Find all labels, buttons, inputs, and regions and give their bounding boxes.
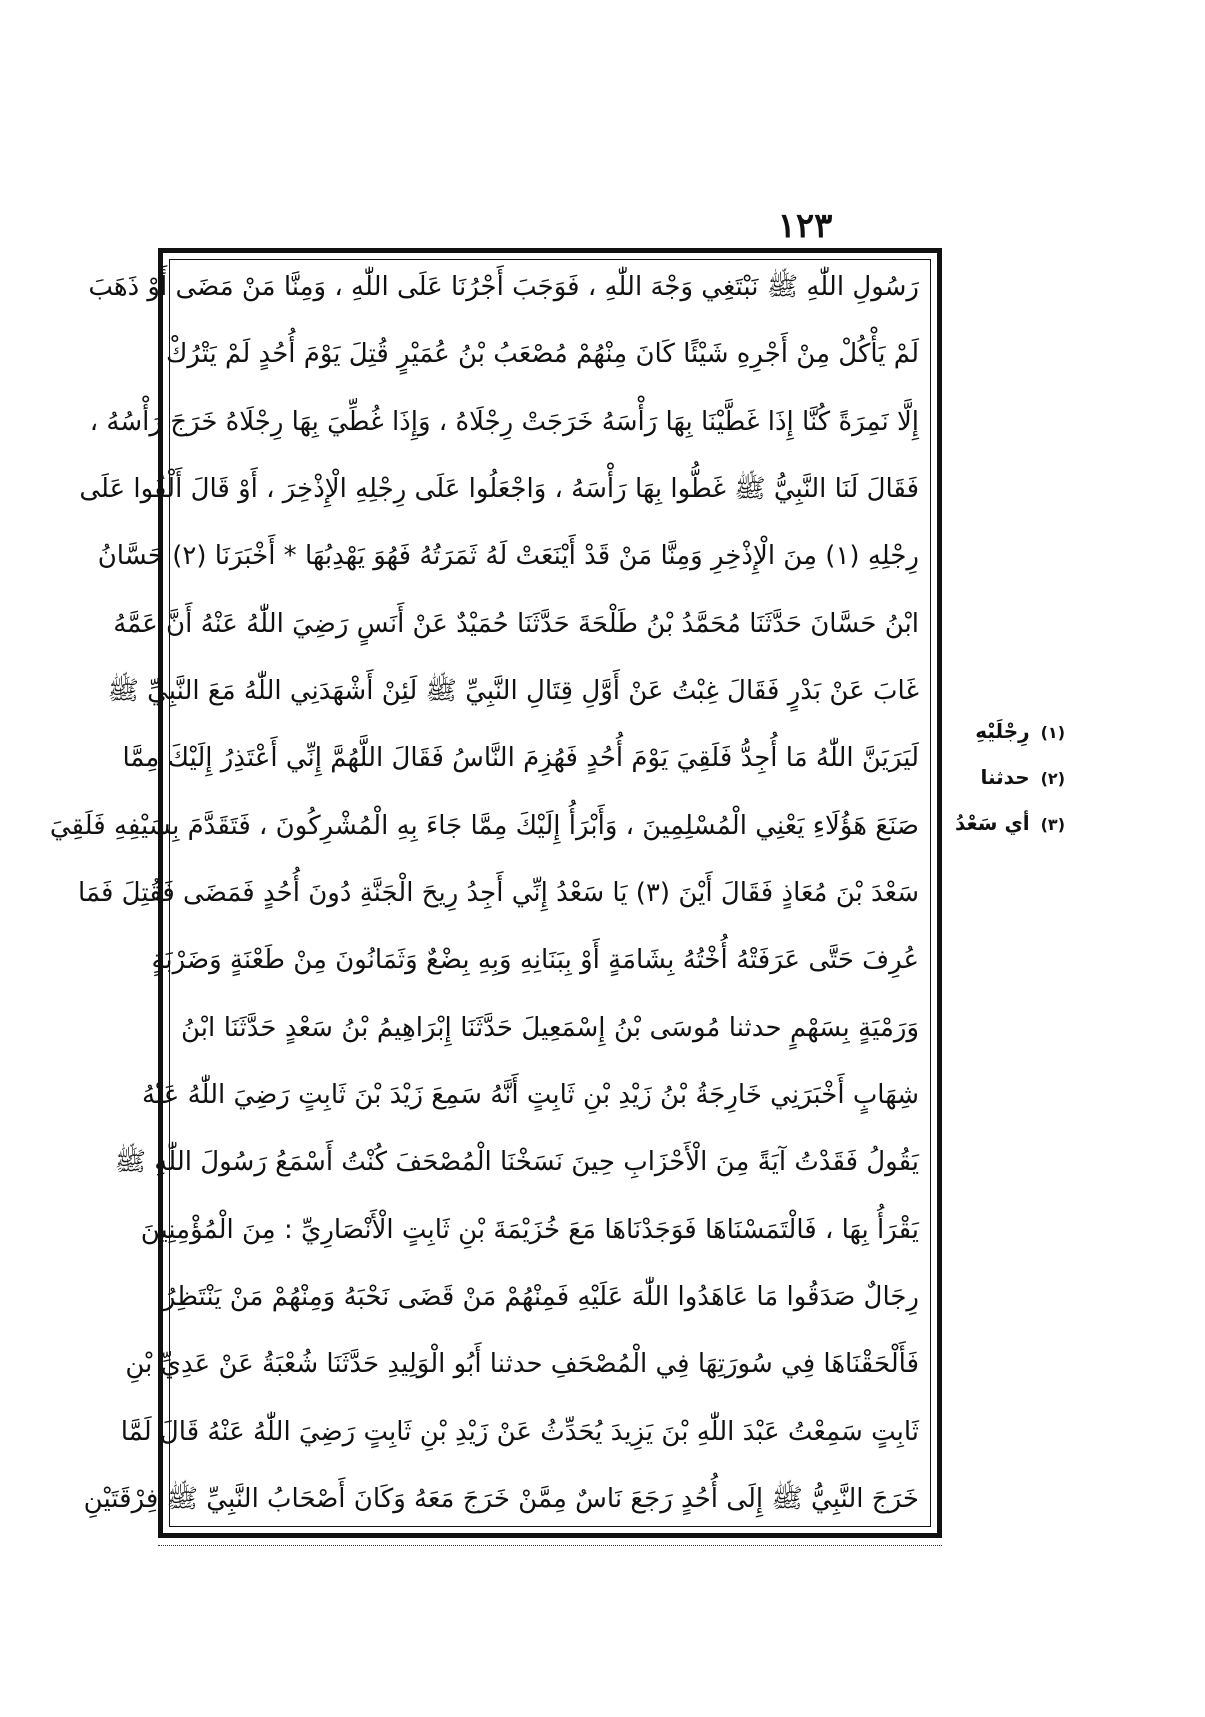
- bottom-dotted-rule: [158, 1545, 942, 1546]
- text-line: فَقَالَ لَنَا النَّبِيُّ ﷺ غَطُّوا بِهَا رَأْسَهُ ، وَاجْعَلُوا عَلَى رِجْلِهِ الْإِذْخِرَ ، أَوْ قَالَ أَلْقُوا عَلَى: [79, 473, 919, 504]
- text-line: وَرَمْيَةٍ بِسَهْمٍ حدثنا مُوسَى بْنُ إِسْمَعِيلَ حَدَّثَنَا إِبْرَاهِيمُ بْنُ سَعْدٍ حَدَّثَنَا ابْنُ: [181, 1012, 919, 1043]
- text-line: ابْنُ حَسَّانَ حَدَّثَنَا مُحَمَّدُ بْنُ طَلْحَةَ حَدَّثَنَا حُمَيْدٌ عَنْ أَنَسٍ رَضِيَ اللّٰهُ عَنْهُ أَنَّ عَمَّهُ: [113, 608, 919, 639]
- margin-note-text: رِجْلَيْهِ: [975, 719, 1030, 743]
- margin-note-number: (٢): [1040, 769, 1065, 788]
- margin-note-number: (٣): [1040, 815, 1065, 834]
- text-line: فَأَلْحَقْنَاهَا فِي سُورَتِهَا فِي الْمُصْحَفِ حدثنا أَبُو الْوَلِيدِ حَدَّثَنَا شُعْبَةُ عَنْ عَدِيِّ بْنِ: [125, 1349, 919, 1380]
- text-line: خَرَجَ النَّبِيُّ ﷺ إِلَى أُحُدٍ رَجَعَ نَاسٌ مِمَّنْ خَرَجَ مَعَهُ وَكَانَ أَصْحَابُ النَّبِيِّ ﷺ فِرْقَتَيْنِ: [83, 1483, 919, 1514]
- text-line: سَعْدَ بْنَ مُعَاذٍ فَقَالَ أَيْنَ (٣) يَا سَعْدُ إِنِّي أَجِدُ رِيحَ الْجَنَّةِ دُونَ أُحُدٍ فَمَضَى فَقُتِلَ فَمَا: [78, 877, 919, 908]
- page-number: ١٢٣: [777, 206, 833, 246]
- text-line: رِجْلِهِ (١) مِنَ الْإِذْخِرِ وَمِنَّا مَنْ قَدْ أَيْنَعَتْ لَهُ ثَمَرَتُهُ فَهُوَ يَهْدِبُهَا * أَخْبَرَنَا (٢) حَسَّانُ: [97, 541, 919, 572]
- text-line: صَنَعَ هَؤُلَاءِ يَعْنِي الْمُسْلِمِينَ ، وَأَبْرَأُ إِلَيْكَ مِمَّا جَاءَ بِهِ الْمُشْرِكُونَ ، فَتَقَدَّمَ بِسَيْفِهِ فَلَقِيَ: [49, 810, 919, 841]
- text-line: شِهَابٍ أَخْبَرَنِي خَارِجَةُ بْنُ زَيْدِ بْنِ ثَابِتٍ أَنَّهُ سَمِعَ زَيْدَ بْنَ ثَابِتٍ رَضِيَ اللّٰهُ عَنْهُ: [142, 1079, 919, 1110]
- margin-note: [955, 810, 1065, 836]
- text-line: يَقْرَأُ بِهَا ، فَالْتَمَسْنَاهَا فَوَجَدْنَاهَا مَعَ خُزَيْمَةَ بْنِ ثَابِتٍ الْأَنْصَارِيِّ : مِنَ الْمُؤْمِنِينَ: [140, 1214, 919, 1245]
- margin-note-number: (١): [1040, 723, 1065, 742]
- page-frame: [49, 248, 942, 1538]
- text-line: عُرِفَ حَتَّى عَرَفَتْهُ أُخْتُهُ بِشَامَةٍ أَوْ بِبَنَانِهِ وَبِهِ بِضْعٌ وَثَمَانُونَ مِنْ طَعْنَةٍ وَضَرْبَةٍ: [151, 945, 919, 976]
- text-line: غَابَ عَنْ بَدْرٍ فَقَالَ غِبْتُ عَنْ أَوَّلِ قِتَالِ النَّبِيِّ ﷺ لَئِنْ أَشْهَدَنِي اللّٰهُ مَعَ النَّبِيِّ ﷺ: [107, 675, 919, 706]
- margin-note-text: أي سَعْدُ: [954, 811, 1030, 835]
- text-line: يَقُولُ فَقَدْتُ آيَةً مِنَ الْأَحْزَابِ حِينَ نَسَخْنَا الْمُصْحَفَ كُنْتُ أَسْمَعُ رَسُولَ اللّٰهِ ﷺ: [114, 1147, 919, 1178]
- margin-note: [955, 718, 1065, 744]
- text-line: رَسُولِ اللّٰهِ ﷺ نَبْتَغِي وَجْهَ اللّٰهِ ، فَوَجَبَ أَجْرُنَا عَلَى اللّٰهِ ، وَمِنَّا مَنْ مَضَى أَوْ ذَهَبَ: [88, 272, 919, 302]
- text-line: لَيَرَيَنَّ اللّٰهُ مَا أُجِدُّ فَلَقِيَ يَوْمَ أُحُدٍ فَهُزِمَ النَّاسُ فَقَالَ اللَّهُمَّ إِنِّي أَعْتَذِرُ إِلَيْكَ مِمَّا: [122, 743, 919, 774]
- text-line: لَمْ يَأْكُلْ مِنْ أَجْرِهِ شَيْئًا كَانَ مِنْهُمْ مُصْعَبُ بْنُ عُمَيْرٍ قُتِلَ يَوْمَ أُحُدٍ لَمْ يَتْرُكْ: [165, 339, 919, 370]
- main-text-block: [49, 267, 919, 1519]
- margin-note-text: حدثنا: [980, 765, 1030, 789]
- margin-notes: [955, 718, 1065, 856]
- text-line: ثَابِتٍ سَمِعْتُ عَبْدَ اللّٰهِ بْنَ يَزِيدَ يُحَدِّثُ عَنْ زَيْدِ بْنِ ثَابِتٍ رَضِيَ اللّٰهُ عَنْهُ قَالَ لَمَّا: [120, 1416, 919, 1447]
- text-line: إِلَّا نَمِرَةً كُنَّا إِذَا غَطَّيْنَا بِهَا رَأْسَهُ خَرَجَتْ رِجْلَاهُ ، وَإِذَا غُطِّيَ بِهَا رِجْلَاهُ خَرَجَ رَأْسُهُ ،: [89, 406, 919, 437]
- margin-note: [955, 764, 1065, 790]
- text-line: رِجَالٌ صَدَقُوا مَا عَاهَدُوا اللّٰهَ عَلَيْهِ فَمِنْهُمْ مَنْ قَضَى نَحْبَهُ وَمِنْهُمْ مَنْ يَنْتَظِرُ: [162, 1281, 919, 1312]
